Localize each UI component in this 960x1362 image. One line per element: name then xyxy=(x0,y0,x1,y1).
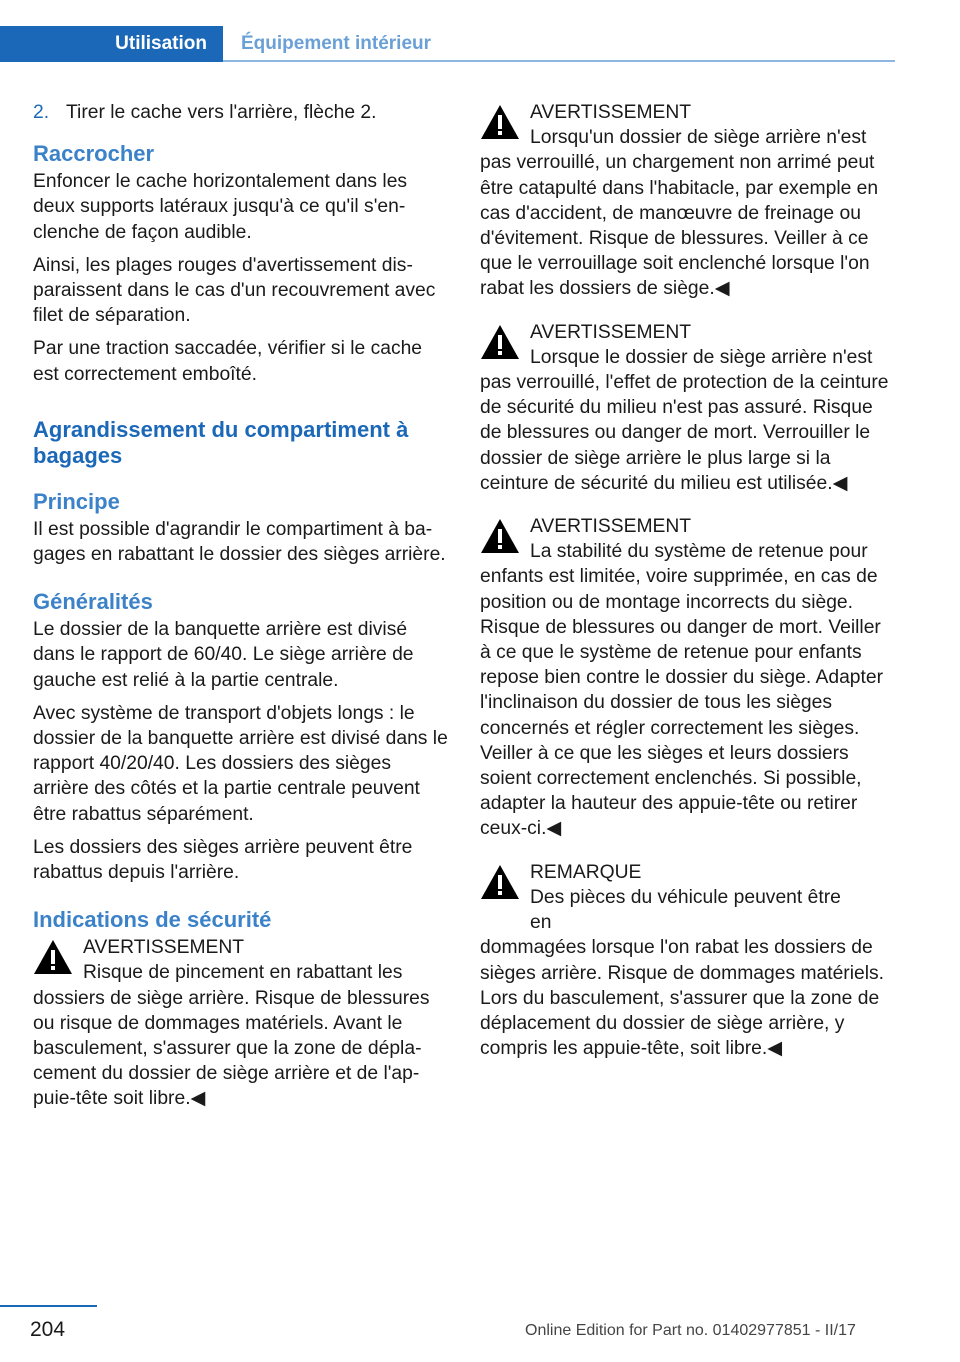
warning-text: pas verrouillé, l'effet de protection de la ceinture de sécurité du milieu n'est pas assuré. Risque de blessures ou danger de mort. Verrouiller le dossier de siège arrière le plus large si la ceinture de sécurité du milieu est utilisée.◀ xyxy=(480,372,889,494)
section-title: Agrandissement du compartiment à bagages xyxy=(33,416,409,468)
tab-equipement-interieur[interactable]: Équipement intérieur xyxy=(241,33,432,54)
warning-text-first-line: Lorsqu'un dossier de siège arrière n'est xyxy=(530,127,867,149)
warning-triangle-icon xyxy=(480,324,520,360)
paragraph: Le dossier de la banquette arrière est divisé dans le rapport de 60/40. Le siège arrière de gauche est relié à la partie centrale. xyxy=(33,619,414,691)
left-column xyxy=(33,100,448,1130)
warning-text-first-line: Risque de pincement en rabattant les xyxy=(83,962,403,984)
heading-principe: Principe xyxy=(33,488,120,514)
warning-title: AVERTISSEMENT xyxy=(530,516,692,538)
step-number: 2. xyxy=(33,102,50,123)
warning-text: enfants est limitée, voire supprimée, en cas de position ou de montage incorrects du siège. Risque de blessures ou danger de mort. Veiller à ce que le système de retenue pour enfants repose bien contre le dossier du siège. Adapter l'inclinaison du dossier de tous les sièges concernés et régler correctement les sièges. Veiller à ce que les sièges et leurs dossiers soient correctement enclenchés. Si possible, adapter la hauteur des appuie-tête ou retirer ceux-ci.◀ xyxy=(480,566,884,840)
footer-rule xyxy=(0,1305,97,1307)
notice-title: REMARQUE xyxy=(530,861,642,883)
page-header xyxy=(0,26,895,62)
warning-triangle-icon xyxy=(480,104,520,140)
warning-text: pas verrouillé, un chargement non arrimé peut être catapulté dans l'habitacle, par exemple en cas d'accident, de manœuvre de freinage ou d'évitement. Risque de blessures. Veiller à ce que le verrouillage soit enclenché lorsque l'on rabat les dossiers de siège.◀ xyxy=(480,152,879,300)
warning-block xyxy=(480,100,895,302)
notice-text-first-line: Des pièces du véhicule peuvent être en xyxy=(530,886,841,934)
warning-triangle-icon xyxy=(480,518,520,554)
notice-text: dommagées lorsque l'on rabat les dossiers de sièges arrière. Risque de dommages matériels. Lors du basculement, s'assurer que la zone de déplacement du dossier de siège arrière, y compris les appuie-tête, soit libre.◀ xyxy=(480,937,885,1060)
heading-generalites: Généralités xyxy=(33,589,153,615)
warning-title: AVERTISSEMENT xyxy=(530,102,692,123)
warning-block xyxy=(33,935,448,1111)
page-number: 204 xyxy=(30,1318,66,1341)
warning-triangle-icon xyxy=(33,939,73,975)
right-column xyxy=(480,100,895,1079)
paragraph: Il est possible d'agrandir le compartiment à bagages en rabattant le dossier des sièges arrière. xyxy=(33,518,446,566)
heading-securite: Indications de sécurité xyxy=(33,907,272,933)
warning-text: dossiers de siège arrière. Risque de blessures ou risque de dommages matériels. Avant le basculement, s'assurer que la zone de déplacement du dossier de siège arrière et de l'appuie-tête soit libre.◀ xyxy=(33,987,430,1110)
paragraph: Enfoncer le cache horizontalement dans les deux supports latéraux jusqu'à ce qu'il s'enclenche de façon audible. xyxy=(33,171,408,243)
header-rule xyxy=(223,60,895,62)
step-text: Tirer le cache vers l'arrière, flèche 2. xyxy=(66,102,377,123)
warning-text-first-line: Lorsque le dossier de siège arrière n'est xyxy=(530,346,873,368)
notice-block xyxy=(480,860,895,1062)
warning-block xyxy=(480,320,895,496)
paragraph: Par une traction saccadée, vérifier si le cache est correctement emboîté. xyxy=(33,338,423,385)
paragraph: Les dossiers des sièges arrière peuvent être rabattus depuis l'arrière. xyxy=(33,836,413,884)
paragraph: Ainsi, les plages rouges d'avertissement disparaissent dans le cas d'un recouvrement avec filet de séparation. xyxy=(33,254,436,327)
warning-text-first-line: La stabilité du système de retenue pour xyxy=(530,541,868,563)
paragraph: Avec système de transport d'objets longs : le dossier de la banquette arrière est divisé dans le rapport 40/20/40. Les dossiers des sièges arrière des côtés et la partie centrale peuvent être rabattus séparément. xyxy=(33,702,448,825)
edition-info: Online Edition for Part no. 01402977851 - II/17 xyxy=(525,1322,856,1339)
warning-title: AVERTISSEMENT xyxy=(83,937,245,959)
step-item xyxy=(33,100,448,125)
warning-block xyxy=(480,514,895,842)
tab-utilisation[interactable]: Utilisation xyxy=(0,26,223,62)
warning-title: AVERTISSEMENT xyxy=(530,321,692,343)
warning-triangle-icon xyxy=(480,864,520,900)
heading-raccrocher: Raccrocher xyxy=(33,141,155,167)
